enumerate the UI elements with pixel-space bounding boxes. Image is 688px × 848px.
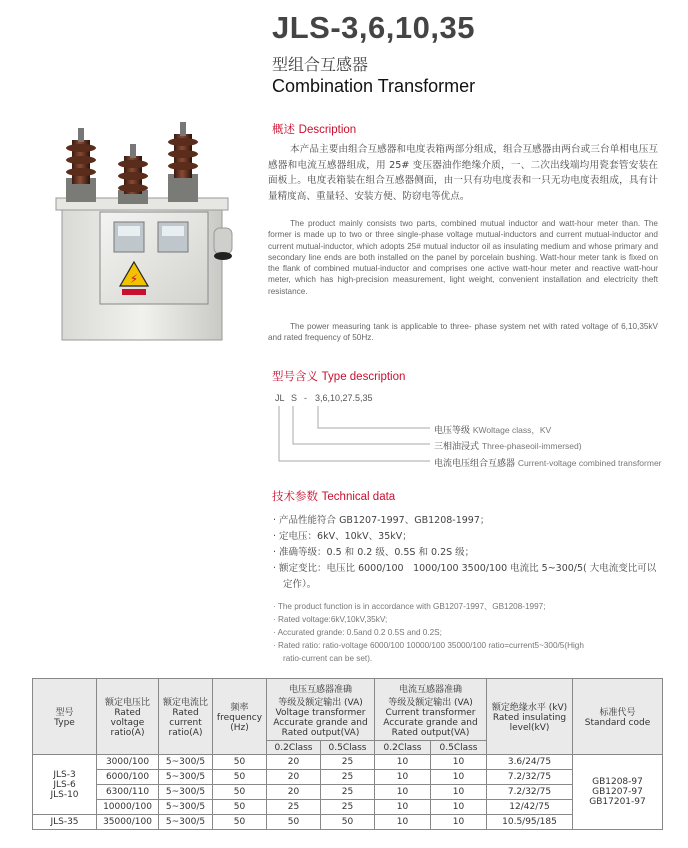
warning-icon: ⚡ [129,272,139,286]
technical-heading [272,488,395,504]
type-code-dash: - [304,393,307,403]
legend-phase: 三相油浸式 Three-phaseoil-immersed) [434,441,582,452]
type-group-cell: JLS-3 JLS-6 JLS-10 [33,755,97,815]
list-item: · 定电压：6kV、10kV、35kV； [273,531,412,542]
list-item: · The product function is in accordance with GB1207-1997、GB1208-1997; [273,602,546,611]
description-cn: 本产品主要由组合互感器和电度表箱两部分组成，组合互感器由两台或三台单相电压互感器和电流互感器组成，用 25# 变压器油作绝缘介质，一、二次出线端均用瓷套管安装在面板上。电度表箱装在组合互感器侧面，由一只有功电度表和一只无功电度表组成，具有计量精度高、重量轻、安装方便、防窃电等优点。 [268,144,658,202]
list-item: · Rated voltage:6kV,10kV,35kV; [273,615,388,624]
description-heading [272,121,356,137]
list-item: 定作）。 [283,579,317,590]
description-heading-en: Description [298,124,357,136]
table-row: JLS-35 35000/100 5~300/5 50 50 50 10 10 10.5/95/185 [33,815,663,830]
type-heading-cn: 型号含义 [272,369,318,383]
technical-en-list [273,600,584,665]
list-item: · 准确等级：0.5 和 0.2 级、0.5S 和 0.2S 级； [273,547,475,558]
table-row: 6300/110 5~300/5 50 20 25 10 10 7.2/32/75 [33,785,663,800]
header-insulation: 额定绝缘水平 (kV) Rated insulating level(kV) [487,679,573,755]
header-vt: 电压互感器准确 等级及额定输出 (VA) Voltage transformer Accurate grande and Rated output(VA) [267,679,375,741]
description-en-2: The power measuring tank is applicable to three- phase system net with rated voltage of 6,10,35kV and rated frequency of 50Hz. [268,322,658,343]
list-item: · Accurated grande: 0.5and 0.2 0.5S and 0.2S; [273,628,442,637]
technical-heading-cn: 技术参数 [272,489,318,503]
type-connector-lines [270,404,440,470]
page-title: JLS-3,6,10,35 [272,10,475,45]
type-code-voltage: 3,6,10,27.5,35 [315,393,373,403]
table-subheader-row: 0.2Class 0.5Class 0.2Class 0.5Class [33,741,663,755]
header-type: 型号 Type [33,679,97,755]
technical-cn-list [273,513,656,593]
type-code-s: S [291,393,298,403]
header-voltage-ratio: 额定电压比 Rated voltage ratio(A) [97,679,159,755]
legend-voltage: 电压等级 KWoltage class，KV [434,425,552,436]
table-row: 6000/100 5~300/5 50 20 25 10 10 7.2/32/75 [33,770,663,785]
product-image [32,118,254,346]
spec-table [32,678,663,830]
list-item: · Rated ratio: ratio-voltage 6000/100 10000/100 35000/100 ratio=current5~300/5(High [273,641,584,650]
table-header-row [33,679,663,741]
subtitle-en: Combination Transformer [272,76,476,96]
standard-cell: GB1208-97 GB1207-97 GB17201-97 [573,755,663,830]
description-heading-cn: 概述 [272,122,295,136]
type-code-jl: JL [275,393,285,403]
list-item: ratio-current can be set). [283,654,373,663]
table-row: 10000/100 5~300/5 50 25 25 10 10 12/42/75 [33,800,663,815]
table-row: JLS-3 JLS-6 JLS-10 3000/100 5~300/5 50 20 25 10 10 3.6/24/75 GB1208-97 GB1207-97 GB17201-97 [33,755,663,770]
header-frequency: 频率 frequency (Hz) [213,679,267,755]
list-item: · 产品性能符合 GB1207-1997、GB1208-1997； [273,515,490,526]
header-ct: 电流互感器准确 等级及额定输出 (VA) Current transformer Accurate grande and Rated output(VA) [375,679,487,741]
list-item: · 额定变比：电压比 6000/100 1000/100 3500/100 电流比 5~300/5( 大电流变比可以 [273,563,657,574]
header-current-ratio: 额定电流比 Rated current ratio(A) [159,679,213,755]
description-en-1: The product mainly consists two parts, combined mutual inductor and watt-hour meter than. The former is made up to two or three single-phase voltage mutual-inductors and current mutual-inductor and current mutual-inductor, which adopts 25# mutual inductor oil as insulating medium and whose primary and secondary line ends are both installed on the panel by porcelain bushing. Watt-hour meter tank is fixed on the flank of combined mutual-inductor and comprises one active watt-hour meter and reactive watt-hour meter, which has high-precision measurement, light weight, convenient installation and electricity theft resistance. [268,219,658,296]
type-heading [272,368,405,384]
legend-combined: 电流电压组合互感器 Current-voltage combined transformer [434,458,662,469]
technical-heading-en: Technical data [321,491,396,503]
type-heading-en: Type description [321,371,406,383]
subtitle-cn: 型组合互感器 [272,55,369,74]
header-standard: 标准代号 Standard code [573,679,663,755]
